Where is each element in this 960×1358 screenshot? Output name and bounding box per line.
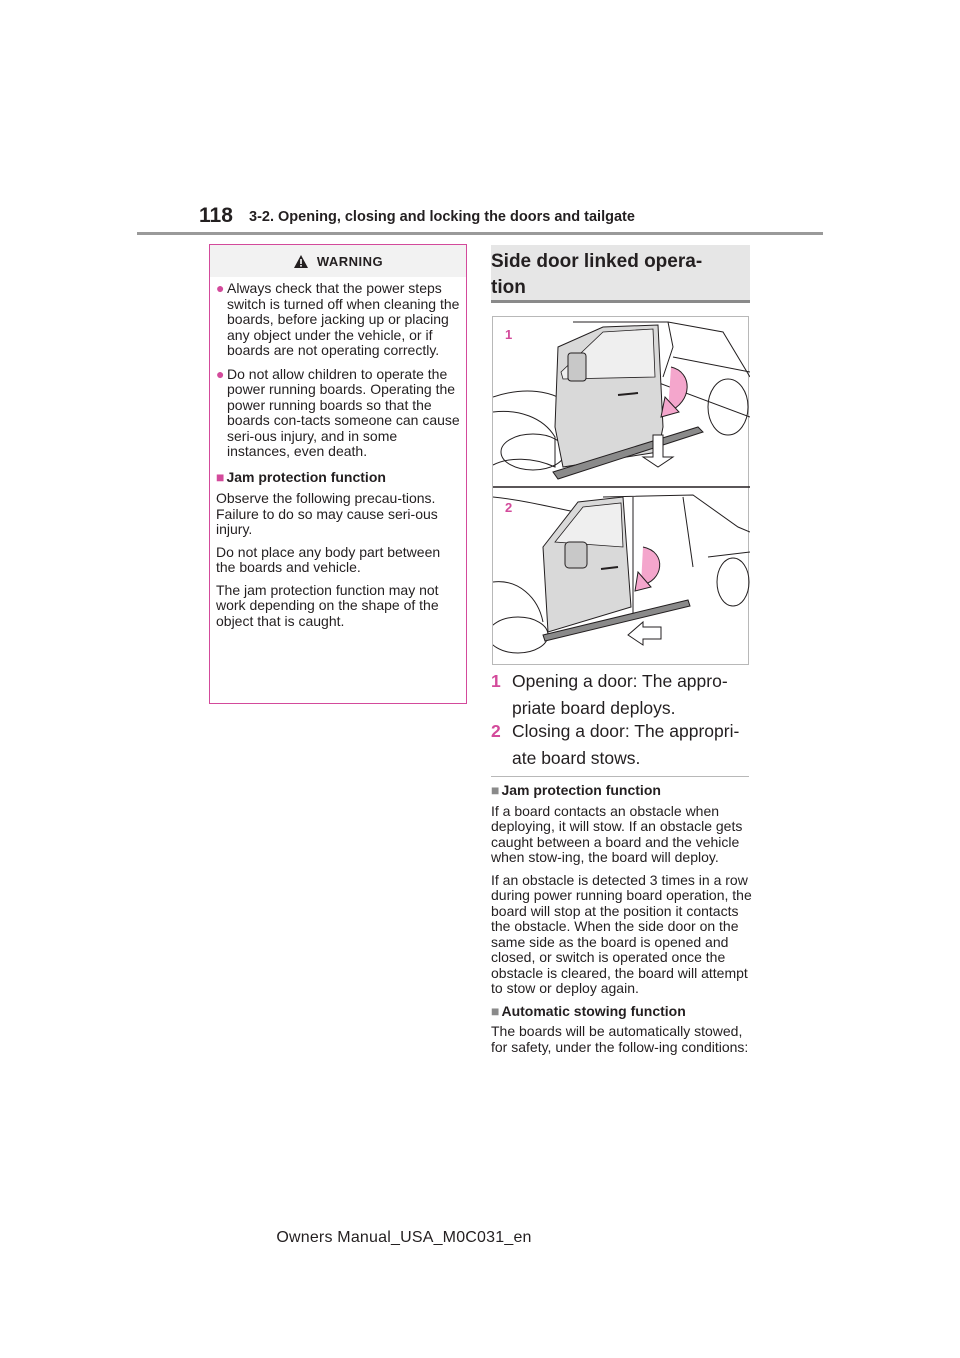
- bullet-dot-icon: ●: [216, 280, 225, 296]
- side-heading: Side door linked opera-tion: [491, 251, 703, 298]
- notes-paragraph: If an obstacle is detected 3 times in a row during power running board operation, the board will stop at the position it contacts the obstacle. When the side door on the same side as the board is opened and closed, or switch is operated once the obstacle is cleared, the board will attempt to stow or deploy again.: [491, 871, 752, 996]
- step-number: 2: [491, 721, 501, 741]
- figure-label-2: 2: [505, 500, 513, 515]
- warning-paragraph: Do not place any body part between the boards and vehicle.: [216, 543, 441, 575]
- footer: [0, 1229, 960, 1247]
- section-title: 3-2. Opening, closing and locking the doors and tailgate: [249, 209, 635, 225]
- step-text: Opening a door: The appro-priate board deploys.: [512, 671, 728, 718]
- figure-label-1: 1: [505, 327, 513, 342]
- step-item: [491, 668, 751, 722]
- bullet-dot-icon: ●: [216, 365, 225, 382]
- header-rule: [137, 232, 823, 235]
- notes-subheading: ■ Automatic stowing function: [491, 1002, 686, 1019]
- door-illustration: [492, 316, 749, 665]
- illustration-panel-2: [493, 495, 750, 653]
- side-heading-box: [491, 245, 750, 303]
- square-bullet-icon: ■: [491, 1002, 500, 1019]
- page-number: 118: [199, 204, 233, 227]
- step-number: 1: [491, 671, 501, 691]
- warning-bullet-text: Do not allow children to operate the power running boards. Operating the power running boards so that the boards con-tacts someone can cause seri-ous injury, and in some instances, even death.: [227, 365, 460, 459]
- notes-section: [491, 783, 753, 1062]
- warning-bullet-text: Always check that the power steps switch is turned off when cleaning the boards, before jacking up or placing any object under the vehicle, or if boards are not operating correctly.: [227, 280, 460, 358]
- warning-paragraph: The jam protection function may not work depending on the shape of the object that is caught.: [216, 581, 439, 629]
- warning-bullet: [216, 281, 460, 359]
- notes-paragraph: If a board contacts an obstacle when deploying, it will stow. If an obstacle gets caught between a board and the vehicle when stow-ing, the board will deploy.: [491, 802, 743, 865]
- notes-subheading: ■ Jam protection function: [491, 782, 661, 798]
- warning-title: WARNING: [316, 253, 384, 269]
- warning-triangle-icon: [293, 254, 309, 269]
- warning-subheading: ■ Jam protection function: [216, 468, 386, 485]
- warning-body: [216, 281, 460, 636]
- notes-paragraph: The boards will be automatically stowed, for safety, under the follow-ing conditions:: [491, 1023, 749, 1055]
- footer-text: Owners Manual_USA_M0C031_en: [276, 1229, 532, 1246]
- warning-paragraph: Observe the following precau-tions. Failure to do so may cause seri-ous injury.: [216, 490, 438, 537]
- door-illustration-svg: [493, 317, 750, 666]
- warning-header: [210, 245, 466, 277]
- warning-bullet: [216, 367, 460, 460]
- section-divider: [491, 776, 749, 777]
- illustration-panel-1: [493, 322, 750, 479]
- step-item: [491, 718, 751, 772]
- square-bullet-icon: ■: [491, 782, 500, 798]
- step-text: Closing a door: The appropri-ate board stows.: [512, 721, 740, 768]
- warning-box: [209, 244, 467, 704]
- square-bullet-icon: ■: [216, 468, 225, 485]
